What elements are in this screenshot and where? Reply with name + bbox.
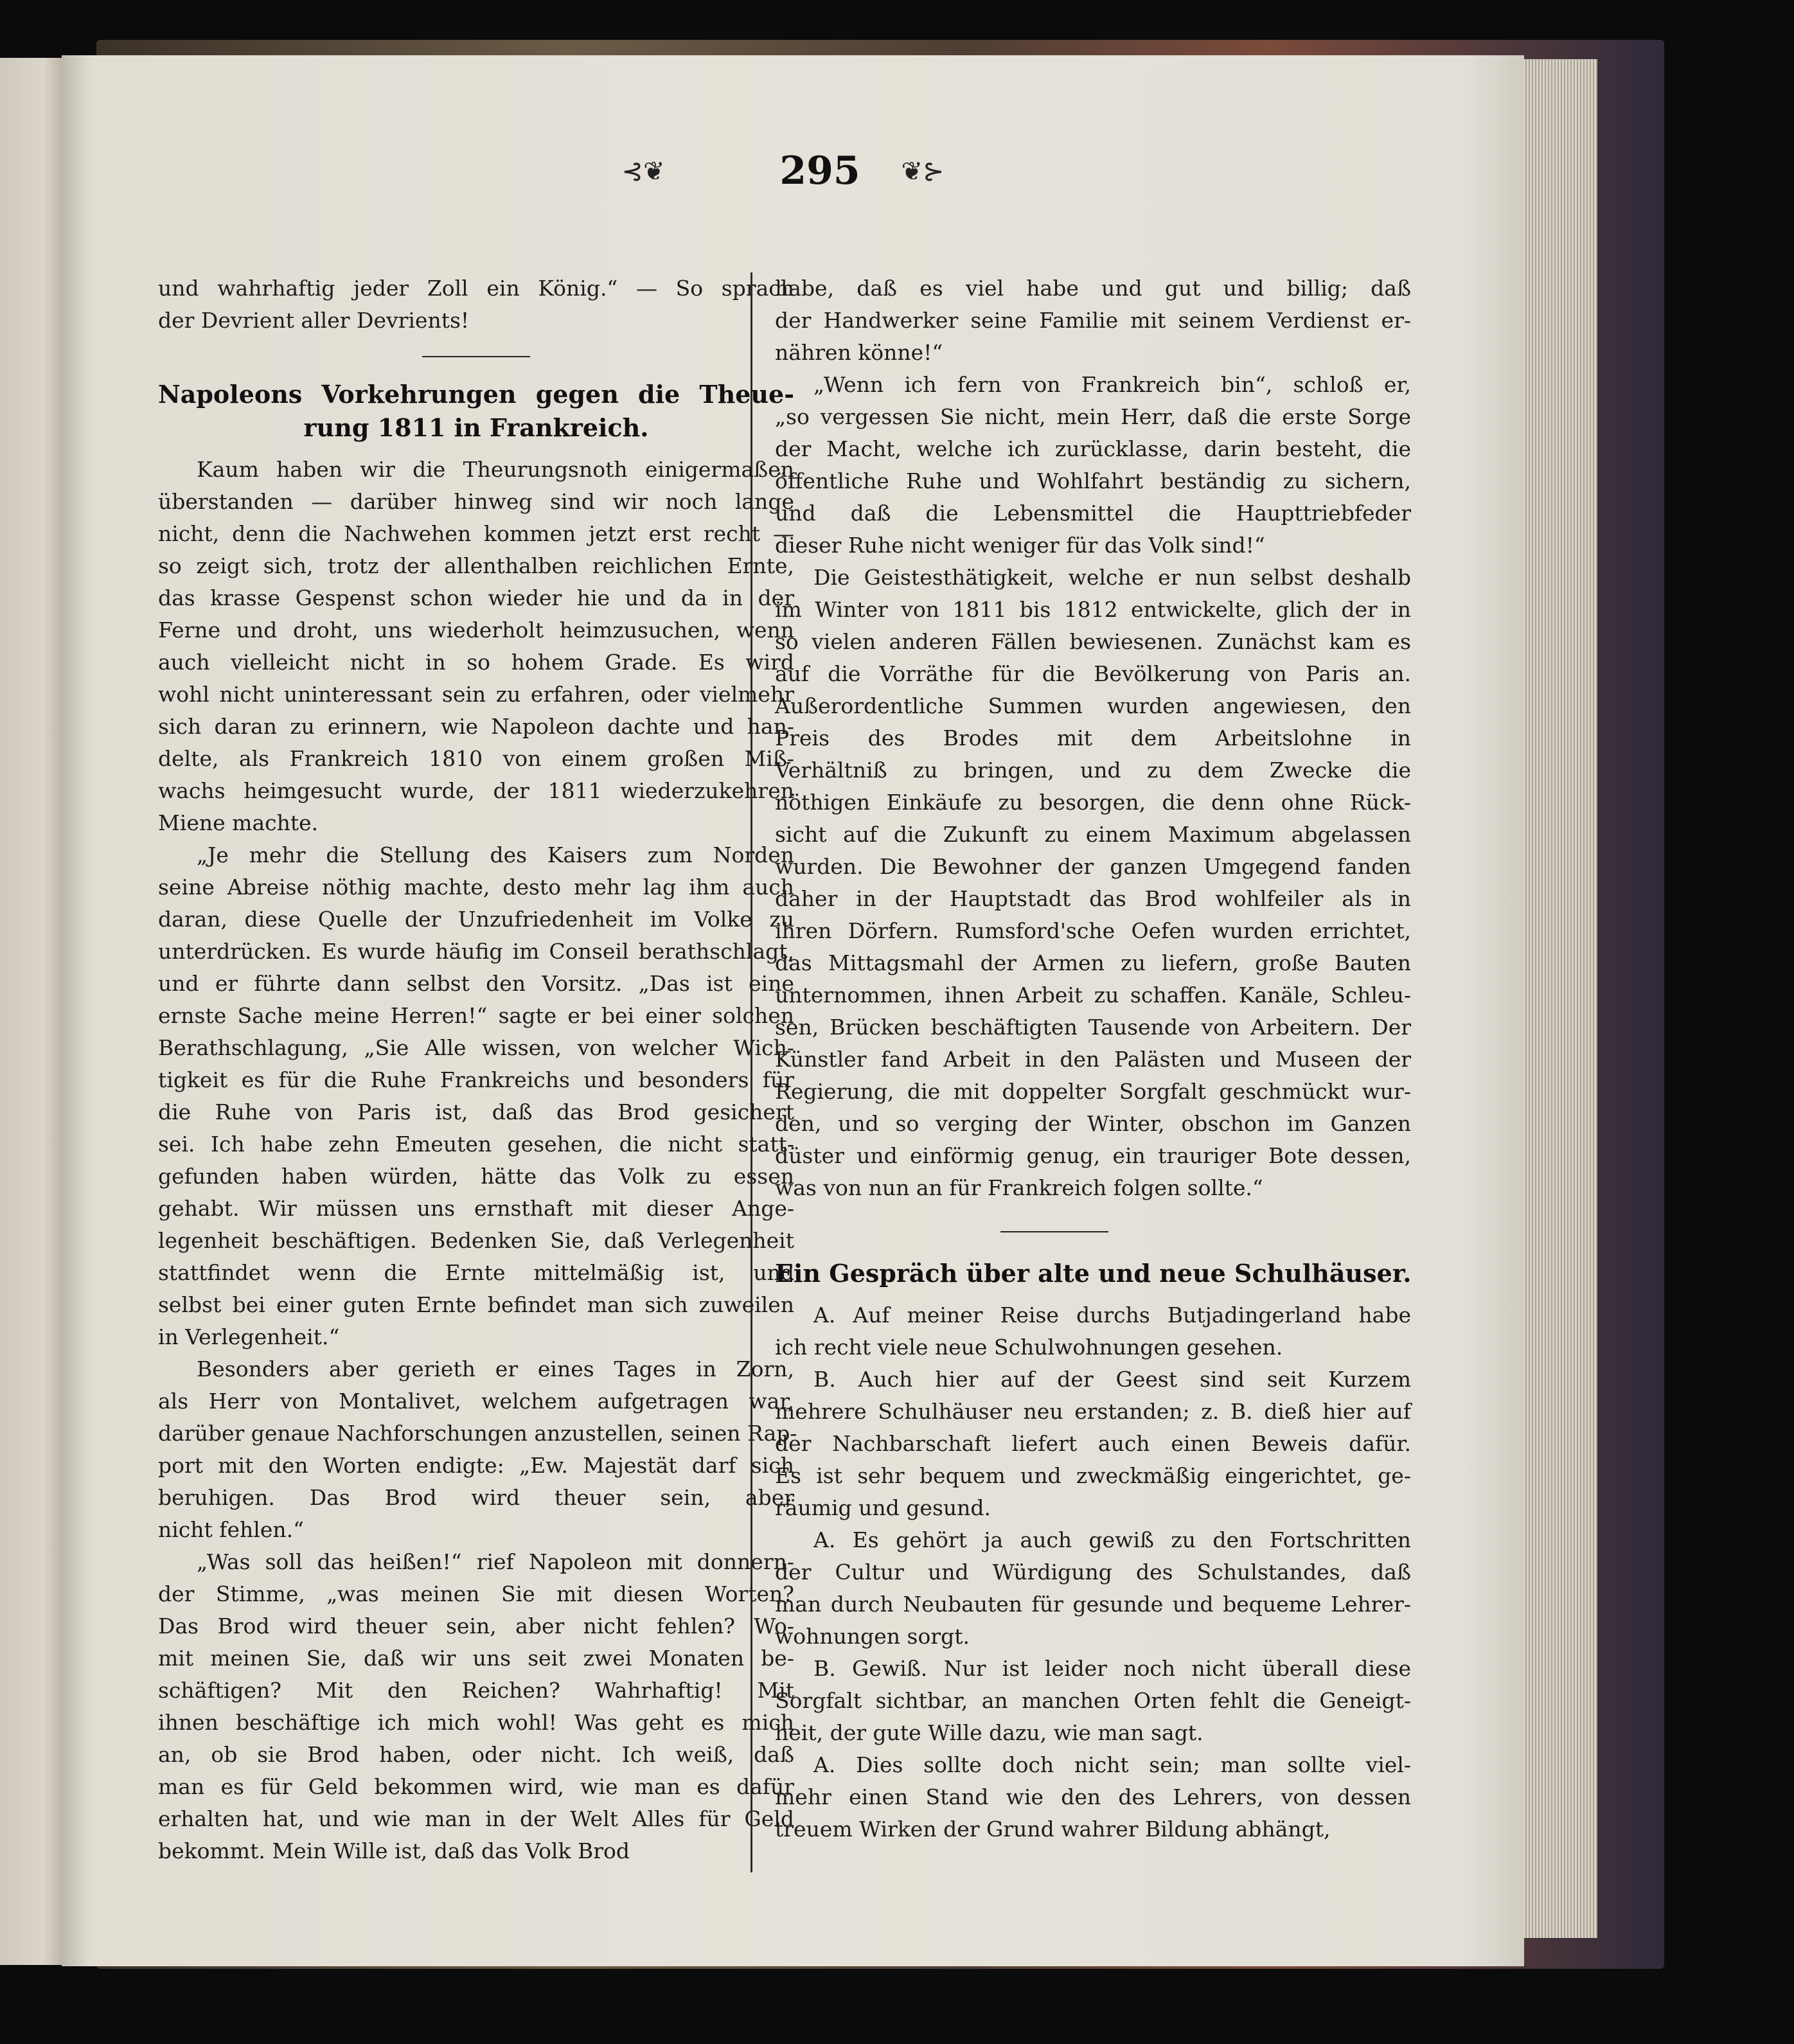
section-separator: [422, 356, 530, 357]
text-line: bekommt. Mein Wille ist, daß das Volk Brod: [158, 1838, 630, 1863]
text-line: und daß die Lebensmittel die Haupttriebfeder: [775, 501, 1411, 526]
paragraph: [158, 839, 794, 1353]
intro-line: der Devrient aller Devrients!: [158, 308, 470, 333]
text-line: heit, der gute Wille dazu, wie man sagt.: [775, 1720, 1203, 1745]
text-line: Außerordentliche Summen wurden angewiesen, den: [775, 693, 1411, 718]
text-line: der Handwerker seine Familie mit seinem Verdienst er-: [775, 308, 1411, 333]
text-line: treuem Wirken der Grund wahrer Bildung abhängt,: [775, 1817, 1331, 1842]
text-line: man es für Geld bekommen wird, wie man es dafür: [158, 1774, 794, 1799]
text-line: nöthigen Einkäufe zu besorgen, die denn ohne Rück-: [775, 790, 1411, 815]
paragraph: [775, 562, 1411, 1204]
text-line: sen, Brücken beschäftigten Tausende von Arbeitern. Der: [775, 1015, 1411, 1040]
right-column: [775, 272, 1411, 1845]
ornament-left-icon: ⊰❦: [621, 157, 665, 186]
text-line: Künstler fand Arbeit in den Palästen und Museen der: [775, 1047, 1411, 1072]
text-line: wohnungen sorgt.: [775, 1624, 970, 1649]
text-line: daran, diese Quelle der Unzufriedenheit im Volke zu: [158, 907, 794, 932]
text-line: die Ruhe von Paris ist, daß das Brod gesichert: [158, 1099, 794, 1124]
text-line: Miene machte.: [158, 810, 319, 835]
text-line: ihren Dörfern. Rumsford'sche Oefen wurden errichtet,: [775, 918, 1411, 943]
text-line: A. Auf meiner Reise durchs Butjadingerland habe: [813, 1302, 1411, 1328]
text-line: Ferne und droht, uns wiederholt heimzusuchen, wenn: [158, 618, 794, 643]
left-column: [158, 272, 797, 1867]
text-line: dieser Ruhe nicht weniger für das Volk sind!“: [775, 533, 1265, 558]
text-line: man durch Neubauten für gesunde und bequeme Lehrer-: [775, 1592, 1411, 1617]
section-separator: [1000, 1231, 1108, 1232]
dialogue-paragraph: [775, 1364, 1411, 1524]
text-line: nähren könne!“: [775, 340, 943, 365]
text-line: wohl nicht uninteressant sein zu erfahren, oder vielmehr: [158, 682, 794, 707]
dialogue-paragraph: [775, 1749, 1411, 1845]
article-heading: Napoleons Vorkehrungen gegen die Theue-: [158, 380, 794, 409]
text-line: erhalten hat, und wie man in der Welt Alles für Geld: [158, 1806, 794, 1831]
text-line: mit meinen Sie, daß wir uns seit zwei Monaten be-: [158, 1646, 794, 1671]
text-line: der Cultur und Würdigung des Schulstandes, daß: [775, 1560, 1411, 1585]
text-line: habe, daß es viel habe und gut und billig; daß: [775, 276, 1411, 301]
text-line: öffentliche Ruhe und Wohlfahrt beständig zu sichern,: [775, 468, 1411, 493]
text-line: schäftigen? Mit den Reichen? Wahrhaftig! Mit: [158, 1678, 794, 1703]
text-line: Die Geistesthätigkeit, welche er nun selbst deshalb: [813, 565, 1411, 590]
text-line: Regierung, die mit doppelter Sorgfalt geschmückt wur-: [775, 1079, 1411, 1104]
text-line: delte, als Frankreich 1810 von einem großen Miß-: [158, 746, 794, 771]
text-line: darüber genaue Nachforschungen anzustellen, seinen Rap-: [158, 1421, 797, 1446]
text-line: legenheit beschäftigen. Bedenken Sie, daß Verlegenheit: [158, 1228, 794, 1253]
text-line: in Verlegenheit.“: [158, 1324, 340, 1349]
text-line: nicht fehlen.“: [158, 1517, 304, 1542]
text-line: ernste Sache meine Herren!“ sagte er bei einer solchen: [158, 1003, 794, 1028]
text-line: A. Dies sollte doch nicht sein; man sollte viel-: [813, 1752, 1411, 1777]
spacer: [775, 1290, 1411, 1299]
text-line: B. Gewiß. Nur ist leider noch nicht überall diese: [813, 1656, 1411, 1681]
book-page: [62, 55, 1524, 1966]
text-line: Verhältniß zu bringen, und zu dem Zwecke die: [775, 758, 1411, 783]
text-line: mehr einen Stand wie den des Lehrers, von dessen: [775, 1784, 1411, 1809]
intro-line: und wahrhaftig jeder Zoll ein König.“ — So sprach: [158, 276, 794, 301]
spacer: [158, 445, 794, 454]
dialogue-paragraph: [775, 1653, 1411, 1749]
text-line: auch vielleicht nicht in so hohem Grade. Es wird: [158, 650, 794, 675]
text-line: mehrere Schulhäuser neu erstanden; z. B. dieß hier auf: [775, 1399, 1411, 1424]
text-line: den, und so verging der Winter, obschon im Ganzen: [775, 1111, 1411, 1136]
text-line: Kaum haben wir die Theurungsnoth einigermaßen: [197, 457, 794, 482]
text-line: B. Auch hier auf der Geest sind seit Kurzem: [813, 1367, 1411, 1392]
text-line: „so vergessen Sie nicht, mein Herr, daß die erste Sorge: [775, 404, 1411, 429]
text-line: Es ist sehr bequem und zweckmäßig eingerichtet, ge-: [775, 1463, 1411, 1488]
text-line: gehabt. Wir müssen uns ernsthaft mit dieser Ange-: [158, 1196, 794, 1221]
text-line: ich recht viele neue Schulwohnungen gesehen.: [775, 1335, 1283, 1360]
text-line: Besonders aber gerieth er eines Tages in Zorn,: [197, 1356, 794, 1382]
text-line: Das Brod wird theuer sein, aber nicht fehlen? Wo-: [158, 1613, 794, 1639]
text-line: und er führte dann selbst den Vorsitz. „Das ist eine: [158, 971, 794, 996]
text-line: selbst bei einer guten Ernte befindet man sich zuweilen: [158, 1292, 794, 1317]
text-line: so zeigt sich, trotz der allenthalben reichlichen Ernte,: [158, 553, 794, 578]
text-line: düster und einförmig genug, ein trauriger Bote dessen,: [775, 1143, 1411, 1168]
article-heading: rung 1811 in Frankreich.: [303, 413, 649, 442]
text-line: stattfindet wenn die Ernte mittelmäßig ist, und: [158, 1260, 794, 1285]
text-line: Berathschlagung, „Sie Alle wissen, von welcher Wich-: [158, 1035, 794, 1060]
text-line: als Herr von Montalivet, welchem aufgetragen war,: [158, 1389, 794, 1414]
text-line: „Je mehr die Stellung des Kaisers zum Norden: [197, 842, 794, 867]
paragraph: [775, 369, 1411, 562]
text-line: der Nachbarschaft liefert auch einen Beweis dafür.: [775, 1431, 1411, 1456]
text-line: überstanden — darüber hinweg sind wir noch lange: [158, 489, 794, 514]
dialogue-paragraph: [775, 1299, 1411, 1364]
paragraph: [158, 454, 794, 839]
text-line: Preis des Brodes mit dem Arbeitslohne in: [775, 725, 1411, 751]
paragraph: [775, 272, 1411, 369]
text-line: der Stimme, „was meinen Sie mit diesen Worten?: [158, 1581, 794, 1606]
text-line: sei. Ich habe zehn Emeuten gesehen, die nicht statt-: [158, 1132, 794, 1157]
text-line: ihnen beschäftige ich mich wohl! Was geht es mich: [158, 1710, 794, 1735]
page-block-edge: [1520, 59, 1597, 1938]
text-line: was von nun an für Frankreich folgen sollte.“: [775, 1175, 1263, 1200]
page-number: 295: [779, 148, 860, 193]
text-line: an, ob sie Brod haben, oder nicht. Ich weiß, daß: [158, 1742, 794, 1767]
text-line: das Mittagsmahl der Armen zu liefern, große Bauten: [775, 950, 1411, 975]
text-line: daher in der Hauptstadt das Brod wohlfeiler als in: [775, 886, 1411, 911]
text-line: der Macht, welche ich zurücklasse, darin besteht, die: [775, 436, 1411, 461]
text-line: port mit den Worten endigte: „Ew. Majestät darf sich: [158, 1453, 794, 1478]
text-line: seine Abreise nöthig machte, desto mehr lag ihm auch: [158, 875, 794, 900]
text-line: unterdrücken. Es wurde häufig im Conseil berathschlagt,: [158, 939, 794, 964]
text-line: A. Es gehört ja auch gewiß zu den Fortschritten: [813, 1527, 1411, 1552]
text-line: tigkeit es für die Ruhe Frankreichs und besonders für: [158, 1067, 794, 1092]
paragraph: [158, 1353, 797, 1546]
text-line: so vielen anderen Fällen bewiesenen. Zunächst kam es: [775, 629, 1411, 654]
text-line: „Wenn ich fern von Frankreich bin“, schloß er,: [813, 372, 1411, 397]
text-line: auf die Vorräthe für die Bevölkerung von Paris an.: [775, 661, 1411, 686]
text-line: sicht auf die Zukunft zu einem Maximum abgelassen: [775, 822, 1411, 847]
text-line: sich daran zu erinnern, wie Napoleon dachte und han-: [158, 714, 794, 739]
text-line: wachs heimgesucht wurde, der 1811 wiederzukehren: [158, 778, 794, 803]
article-heading: Ein Gespräch über alte und neue Schulhäuser.: [775, 1259, 1412, 1288]
text-line: gefunden haben würden, hätte das Volk zu essen: [158, 1164, 794, 1189]
text-line: im Winter von 1811 bis 1812 entwickelte, glich der in: [775, 597, 1411, 622]
dialogue-paragraph: [775, 1524, 1411, 1653]
text-line: unternommen, ihnen Arbeit zu schaffen. Kanäle, Schleu-: [775, 982, 1411, 1008]
text-line: räumig und gesund.: [775, 1495, 991, 1520]
ornament-right-icon: ❦⊱: [901, 157, 945, 186]
text-line: Sorgfalt sichtbar, an manchen Orten fehlt die Geneigt-: [775, 1688, 1411, 1713]
text-line: beruhigen. Das Brod wird theuer sein, aber: [158, 1485, 794, 1510]
text-line: wurden. Die Bewohner der ganzen Umgegend fanden: [775, 854, 1411, 879]
text-line: „Was soll das heißen!“ rief Napoleon mit donnern-: [197, 1549, 794, 1574]
text-line: nicht, denn die Nachwehen kommen jetzt erst recht —: [158, 521, 794, 546]
text-line: das krasse Gespenst schon wieder hie und da in der: [158, 585, 794, 610]
facing-page-edge: [0, 58, 62, 1965]
paragraph: [158, 1546, 794, 1867]
